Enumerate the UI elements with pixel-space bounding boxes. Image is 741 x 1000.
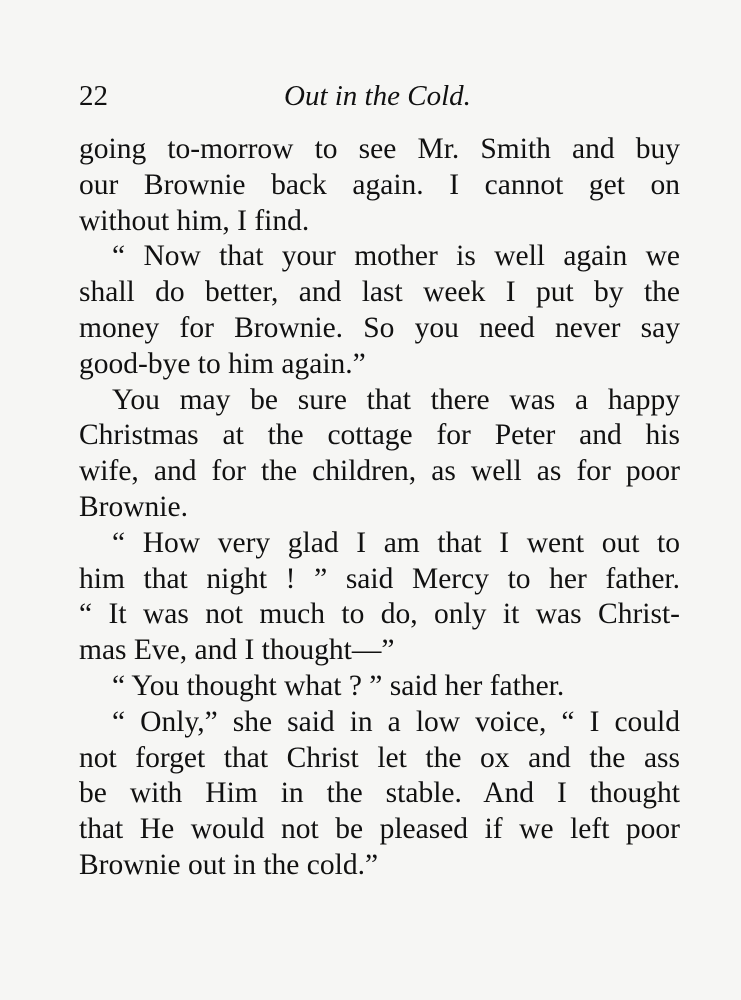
text-line: You may be sure that there was a happy [112, 383, 680, 416]
text-line: him that night ! ” said Mercy to her father. [79, 562, 680, 595]
text-line: “ How very glad I am that I went out to [112, 526, 680, 559]
text-line: going to-morrow to see Mr. Smith and buy [79, 133, 680, 165]
text-line: shall do better, and last week I put by the [79, 276, 680, 309]
text-line: mas Eve, and I thought—” [79, 634, 395, 667]
text-line: that He would not be pleased if we left poor [79, 813, 680, 846]
text-line: Christmas at the cottage for Peter and his [79, 419, 680, 452]
running-title: Out in the Cold. [284, 80, 471, 112]
text-line: “ You thought what ? ” said her father. [112, 669, 565, 702]
text-line: Brownie. [79, 490, 188, 523]
text-line: money for Brownie. So you need never say [79, 311, 680, 344]
text-line: be with Him in the stable. And I thought [79, 777, 680, 810]
page-number: 22 [79, 80, 108, 112]
body-text [79, 132, 680, 884]
text-line: wife, and for the children, as well as for poor [79, 455, 680, 488]
text-line: Brownie out in the cold.” [79, 848, 379, 881]
text-line: our Brownie back again. I cannot get on [79, 168, 680, 201]
text-line: “ It was not much to do, only it was Christ- [79, 598, 680, 631]
text-line: not forget that Christ let the ox and the ass [79, 741, 680, 774]
text-line: “ Now that your mother is well again we [112, 240, 680, 273]
text-line: without him, I find. [79, 204, 310, 237]
running-head [79, 76, 679, 116]
text-line: “ Only,” she said in a low voice, “ I could [112, 705, 680, 738]
text-line: good-bye to him again.” [79, 347, 366, 380]
